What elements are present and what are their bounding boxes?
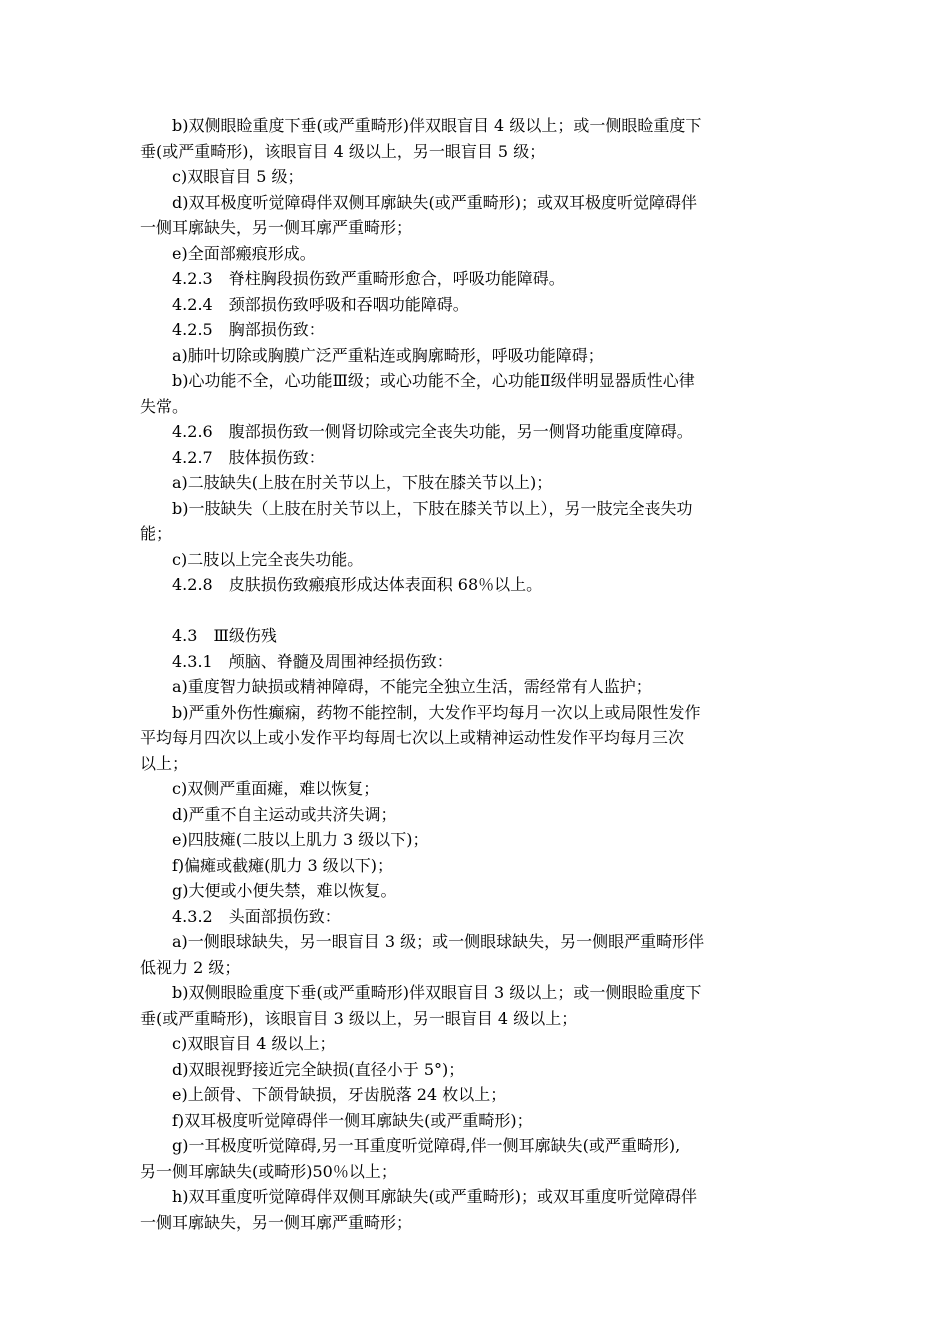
text-line: e)四肢瘫(二肢以上肌力 3 级以下)； — [172, 830, 429, 849]
text-line: 4.2.7 肢体损伤致： — [172, 447, 325, 467]
text-line: a)肺叶切除或胸膜广泛严重粘连或胸廓畸形，呼吸功能障碍； — [172, 345, 604, 365]
text-line: 4.2.3 脊柱胸段损伤致严重畸形愈合，呼吸功能障碍。 — [172, 269, 565, 288]
text-line: b)双侧眼睑重度下垂(或严重畸形)伴双眼盲目 4 级以上；或一侧眼睑重度下 — [172, 116, 702, 135]
text-line: b)双侧眼睑重度下垂(或严重畸形)伴双眼盲目 3 级以上；或一侧眼睑重度下 — [172, 983, 702, 1002]
text-line: e)全面部瘢痕形成。 — [172, 243, 316, 263]
text-line: 垂(或严重畸形)，该眼盲目 3 级以上，另一眼盲目 4 级以上； — [140, 1008, 578, 1028]
text-line: a)二肢缺失(上肢在肘关节以上，下肢在膝关节以上)； — [172, 473, 553, 492]
text-line: b)心功能不全，心功能Ⅲ级；或心功能不全，心功能Ⅱ级伴明显器质性心律 — [172, 371, 695, 390]
blank-line — [140, 598, 812, 624]
text-line: 4.2.4 颈部损伤致呼吸和吞咽功能障碍。 — [172, 294, 469, 314]
text-line: 4.2.5 胸部损伤致： — [172, 320, 325, 339]
text-line: a)重度智力缺损或精神障碍，不能完全独立生活，需经常有人监护； — [172, 677, 652, 696]
text-line: 4.3 Ⅲ级伤残 — [172, 626, 277, 645]
text-line: 4.3.2 头面部损伤致： — [172, 906, 341, 926]
text-line: 一侧耳廓缺失，另一侧耳廓严重畸形； — [140, 1212, 413, 1232]
text-line: 垂(或严重畸形)，该眼盲目 4 级以上，另一眼盲目 5 级； — [140, 141, 546, 161]
text-line: 4.3.1 颅脑、脊髓及周围神经损伤致： — [172, 651, 453, 671]
document-page — [140, 113, 812, 1235]
text-line: g)大便或小便失禁，难以恢复。 — [172, 881, 397, 900]
text-line: f)双耳极度听觉障碍伴一侧耳廓缺失(或严重畸形)； — [172, 1110, 533, 1130]
text-line: 平均每月四次以上或小发作平均每周七次以上或精神运动性发作平均每月三次 — [140, 728, 685, 747]
text-line: d)双眼视野接近完全缺损(直径小于 5°)； — [172, 1059, 465, 1079]
text-line: c)双眼盲目 4 级以上； — [172, 1034, 336, 1053]
text-line: 以上； — [140, 753, 189, 773]
text-line: h)双耳重度听觉障碍伴双侧耳廓缺失(或严重畸形)；或双耳重度听觉障碍伴 — [172, 1187, 698, 1206]
text-line: 4.2.6 腹部损伤致一侧肾切除或完全丧失功能，另一侧肾功能重度障碍。 — [172, 422, 693, 441]
text-line: f)偏瘫或截瘫(肌力 3 级以下)； — [172, 855, 394, 875]
text-line: b)一肢缺失（上肢在肘关节以上，下肢在膝关节以上），另一肢完全丧失功 — [172, 498, 693, 518]
text-line: a)一侧眼球缺失，另一眼盲目 3 级；或一侧眼球缺失，另一侧眼严重畸形伴 — [172, 932, 705, 951]
text-line: c)双侧严重面瘫，难以恢复； — [172, 779, 380, 798]
text-line: c)双眼盲目 5 级； — [172, 167, 304, 186]
text-line: 一侧耳廓缺失，另一侧耳廓严重畸形； — [140, 218, 413, 237]
text-line: 低视力 2 级； — [140, 957, 241, 977]
text-line: 失常。 — [140, 396, 189, 416]
text-line: e)上颌骨、下颌骨缺损，牙齿脱落 24 枚以上； — [172, 1085, 507, 1104]
text-line: b)严重外伤性癫痫，药物不能控制，大发作平均每月一次以上或局限性发作 — [172, 702, 701, 722]
text-line: 4.2.8 皮肤损伤致瘢痕形成达体表面积 68％以上。 — [172, 575, 543, 594]
text-line: d)双耳极度听觉障碍伴双侧耳廓缺失(或严重畸形)；或双耳极度听觉障碍伴 — [172, 192, 697, 212]
text-line: c)二肢以上完全丧失功能。 — [172, 549, 364, 569]
text-line: 能； — [140, 524, 173, 543]
text-line: g)一耳极度听觉障碍,另一耳重度听觉障碍,伴一侧耳廓缺失(或严重畸形), — [172, 1136, 681, 1155]
text-line: 另一侧耳廓缺失(或畸形)50％以上； — [140, 1161, 397, 1181]
text-line: d)严重不自主运动或共济失调； — [172, 804, 397, 824]
